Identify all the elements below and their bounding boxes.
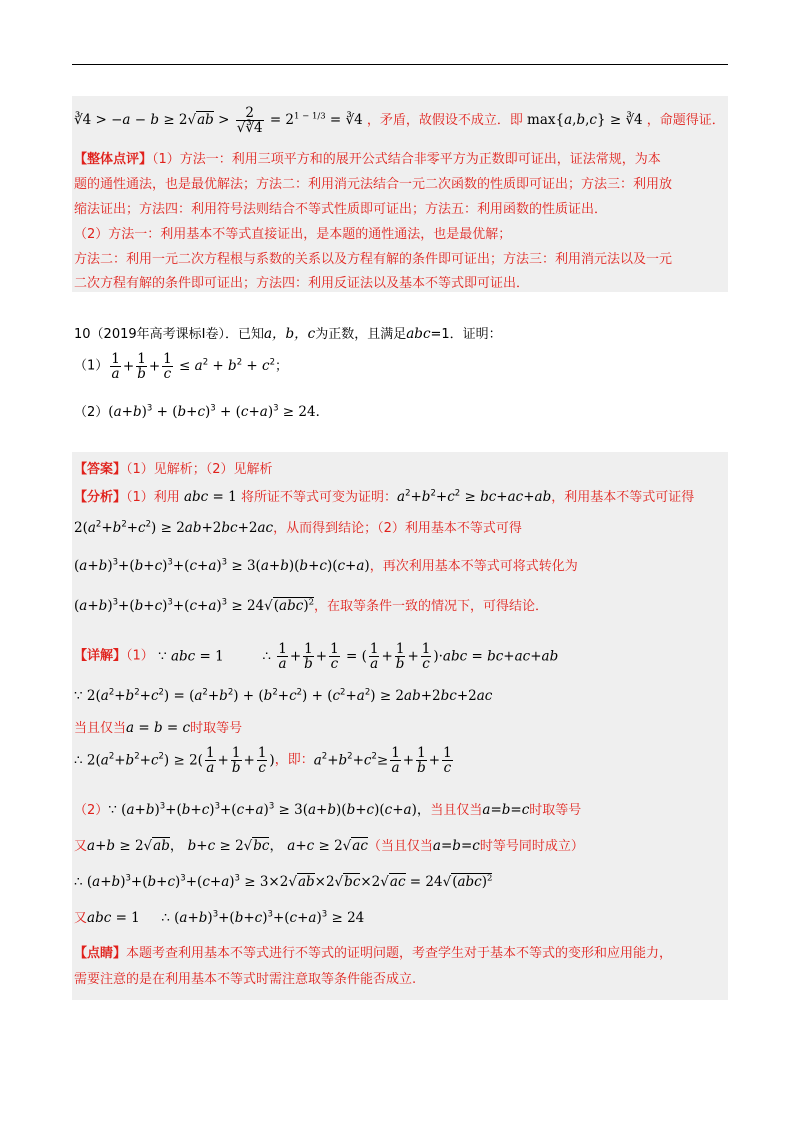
problem-part-2: $(2)(a+b)^3 + (b+c)^3 + (c+a)^3 \ge 24$． xyxy=(74,403,330,420)
contradiction-line: ∛4 > −a − b ≥ 2√ab > $\frac{2}{√∛4}$ = $2^{1 - 1/3}$ = ∛4 ，矛盾，故假设不成立．即 max{a,b,c} ≥ ∛4 ，命题得证． xyxy=(74,105,725,136)
analysis-line-1: 【分析】（1）利用 abc = 1 将所证不等式可变为证明：$a^2+b^2+c^2 \ge bc+ac+ab$，利用基本不等式可证得 xyxy=(74,488,695,505)
problem-part-1: （1） $\frac{1}{a}$ + $\frac{1}{b}$ + $\frac{1}{c}$ ≤ $a^2 + b^2 + c^2$； xyxy=(74,351,289,382)
review-line-2: 题的通性通法，也是最优解法；方法二：利用消元法结合一元二次函数的性质即可证出；方法三：利用放 xyxy=(74,177,673,192)
comment-line-2: 需要注意的是在利用基本不等式时需注意取等条件能否成立. xyxy=(74,972,417,987)
detail-line-4: ∴ $2(a^2+b^2+c^2) \ge 2$( $\frac{1}{a}$ + $\frac{1}{b}$ + $\frac{1}{c}$ )，即：$a^2+b^2+c^2\ge$ $\frac{1}{a}$ + $\frac{1}{b}$ + $\frac{1}{c}$ xyxy=(74,745,452,776)
header-rule xyxy=(72,64,728,65)
analysis-line-2: $2(a^2+b^2+c^2) \ge 2ab+2bc+2ac$，从而得到结论；（2）利用基本不等式可得 xyxy=(74,519,522,536)
comment-line-1: 【点睛】本题考查利用基本不等式进行不等式的证明问题，考查学生对于基本不等式的变形和应用能力， xyxy=(74,946,673,961)
review-line-6: 二次方程有解的条件即可证出；方法四：利用反证法以及基本不等式即可证出． xyxy=(74,276,530,291)
review-line-3: 缩法证出；方法四：利用符号法则结合不等式性质即可证出；方法五：利用函数的性质证出． xyxy=(74,202,608,217)
detail-line-8: 又abc = 1 ∴ $(a+b)^3+(b+c)^3+(c+a)^3 \ge 24$ xyxy=(74,909,365,926)
contradiction-text: ，矛盾，故假设不成立．即 xyxy=(366,113,523,128)
detail-line-3: 当且仅当a = b = c时取等号 xyxy=(74,720,243,736)
detail-line-7: ∴ $(a+b)^3+(b+c)^3+(c+a)^3 \ge 3\times 2√ab\times 2√bc\times 2√ac = 24√(abc)^2$ xyxy=(74,873,493,890)
review-line-4: （2）方法一：利用基本不等式直接证出，是本题的通性通法，也是最优解； xyxy=(74,227,512,242)
answer-line: 【答案】（1）见解析；（2）见解析 xyxy=(74,462,273,477)
analysis-line-3: $(a+b)^3+(b+c)^3+(c+a)^3 \ge 3(a+b)(b+c)(c+a)$，再次利用基本不等式可将式转化为 xyxy=(74,557,578,574)
review-label: 【整体点评】 xyxy=(74,152,153,167)
detail-line-2: ∵ $2(a^2+b^2+c^2) = (a^2+b^2) + (b^2+c^2) + (c^2+a^2) \ge 2ab+2bc+2ac$ xyxy=(74,687,493,704)
problem-title: 10（2019年高考课标Ⅰ卷）．已知a，b，c为正数，且满足abc=1．证明： xyxy=(74,326,502,342)
review-line-5: 方法二：利用一元二次方程根与系数的关系以及方程有解的条件即可证出；方法三：利用消元法以及一元 xyxy=(74,252,673,267)
analysis-label: 【分析】 xyxy=(74,490,127,505)
conclusion-text: ，命题得证． xyxy=(646,113,725,128)
review-line-1: 【整体点评】（1）方法一：利用三项平方和的展开公式结合非零平方为正数即可证出，证法常规，为本 xyxy=(74,152,661,167)
detail-line-1: 【详解】（1） ∵ abc = 1 ∴ $\frac{1}{a}$ + $\frac{1}{b}$ + $\frac{1}{c}$ = ( $\frac{1}{a}$ + $\frac{1}{b}$ + $\frac{1}{c}$ )·abc = bc+ac+ab xyxy=(74,641,559,672)
detail-line-5: （2）∵ $(a+b)^3+(b+c)^3+(c+a)^3 \ge 3(a+b)(b+c)(c+a)$，当且仅当a=b=c时取等号 xyxy=(74,801,582,818)
comment-label: 【点睛】 xyxy=(74,946,127,961)
answer-label: 【答案】 xyxy=(74,462,127,477)
analysis-line-4: $(a+b)^3+(b+c)^3+(c+a)^3 \ge 24√(abc)^2$，在取等条件一致的情况下，可得结论． xyxy=(74,597,549,614)
detail-line-6: 又a+b ≥ 2√ab， b+c ≥ 2√bc， a+c ≥ 2√ac（当且仅当a=b=c时等号同时成立） xyxy=(74,838,584,854)
detail-label: 【详解】 xyxy=(74,648,127,664)
